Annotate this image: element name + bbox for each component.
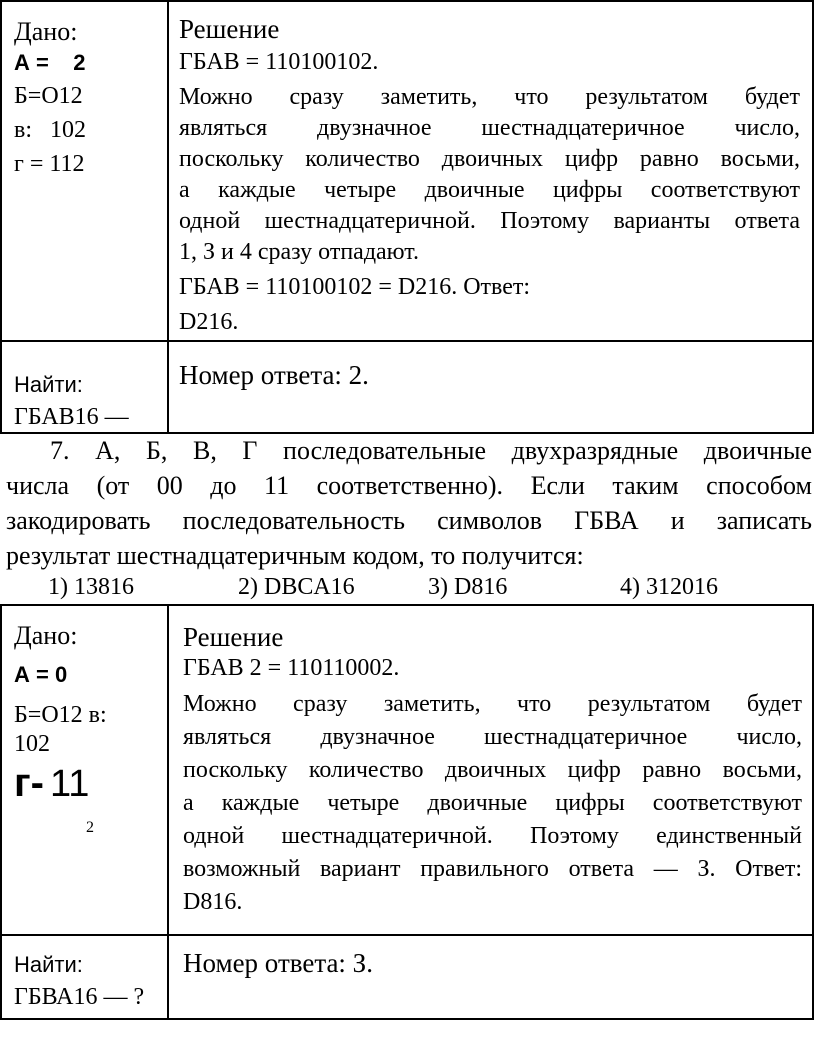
solution-line: поскольку количество двоичных цифр равно восьми,: [183, 757, 802, 783]
given-line-v: в: 102: [14, 117, 86, 143]
given-title: Дано:: [14, 17, 78, 46]
solution-cell-2: [168, 605, 813, 935]
solution-line: ГБАВ 2 = 110110002.: [183, 655, 400, 681]
given-cell-2: [1, 605, 168, 935]
find-cell-1: [1, 341, 168, 433]
find-value: ГБВА16 — ?: [14, 984, 145, 1010]
answer-cell-2: [168, 935, 813, 1019]
problem-line: закодировать последовательность символов ГБВА и записать: [6, 506, 812, 535]
find-value: ГБАВ16 —: [14, 404, 129, 430]
solution-table-1: [0, 0, 814, 434]
option-3: 3) D816: [428, 574, 508, 600]
solution-line: Можно сразу заметить, что результатом будет: [179, 84, 800, 110]
solution-line: ГБАВ = 110100102.: [179, 49, 379, 75]
answer-text: Номер ответа: З.: [183, 948, 373, 978]
option-4: 4) 312016: [620, 574, 718, 600]
solution-line: D816.: [183, 889, 243, 915]
find-cell-2: [1, 935, 168, 1019]
option-2: 2) DBCA16: [238, 574, 355, 600]
problem-line: числа (от 00 до 11 соответственно). Если таким способом: [6, 471, 812, 500]
solution-line: ГБАВ = 110100102 = D216. Ответ:: [179, 274, 531, 300]
given-g-value: 11: [49, 763, 90, 805]
problem-7-text: [6, 433, 812, 573]
given-line-g: г = 112: [14, 151, 85, 177]
solution-line: а каждые четыре двоичные цифры соответствуют: [179, 177, 800, 203]
solution-line: являться двузначное шестнадцатеричное число,: [179, 115, 800, 141]
find-title: Найти:: [14, 952, 83, 977]
given-line-a: А = 2: [14, 50, 86, 75]
given-g-label: г-: [14, 761, 44, 805]
problem-line: результат шестнадцатеричным кодом, то получится:: [6, 541, 584, 570]
solution-line: 1, З и 4 сразу отпадают.: [179, 239, 419, 265]
solution-line: поскольку количество двоичных цифр равно восьми,: [179, 146, 800, 172]
solution-line: возможный вариант правильного ответа — З. Ответ:: [183, 856, 802, 882]
solution-line: одной шестнадцатеричной. Поэтому единственный: [183, 823, 802, 849]
solution-line: являться двузначное шестнадцатеричное число,: [183, 724, 802, 750]
given-line-b: Б=О12: [14, 83, 83, 109]
solution-title: Решение: [179, 14, 280, 44]
answer-text: Номер ответа: 2.: [179, 360, 369, 390]
problem-line: 7. А, Б, В, Г последовательные двухразрядные двоичные: [50, 436, 812, 465]
solution-line: Можно сразу заметить, что результатом будет: [183, 691, 802, 717]
given-cell-1: [1, 1, 168, 341]
solution-title: Решение: [183, 622, 284, 652]
solution-line: D216.: [179, 309, 239, 335]
answer-options: [0, 574, 816, 604]
given-line-b: Б=О12 в:: [14, 702, 107, 728]
solution-line: а каждые четыре двоичные цифры соответствуют: [183, 790, 802, 816]
given-g-subscript: 2: [86, 819, 94, 836]
given-title: Дано:: [14, 621, 78, 650]
given-line-a: А = 0: [14, 662, 68, 687]
solution-line: одной шестнадцатеричной. Поэтому варианты ответа: [179, 208, 800, 234]
solution-table-2: [0, 604, 814, 1020]
given-line-g: [14, 763, 155, 809]
find-title: Найти:: [14, 372, 83, 397]
solution-cell-1: [168, 1, 813, 341]
option-1: 1) 13816: [48, 574, 134, 600]
answer-cell-1: [168, 341, 813, 433]
given-line-b2: 102: [14, 731, 50, 757]
